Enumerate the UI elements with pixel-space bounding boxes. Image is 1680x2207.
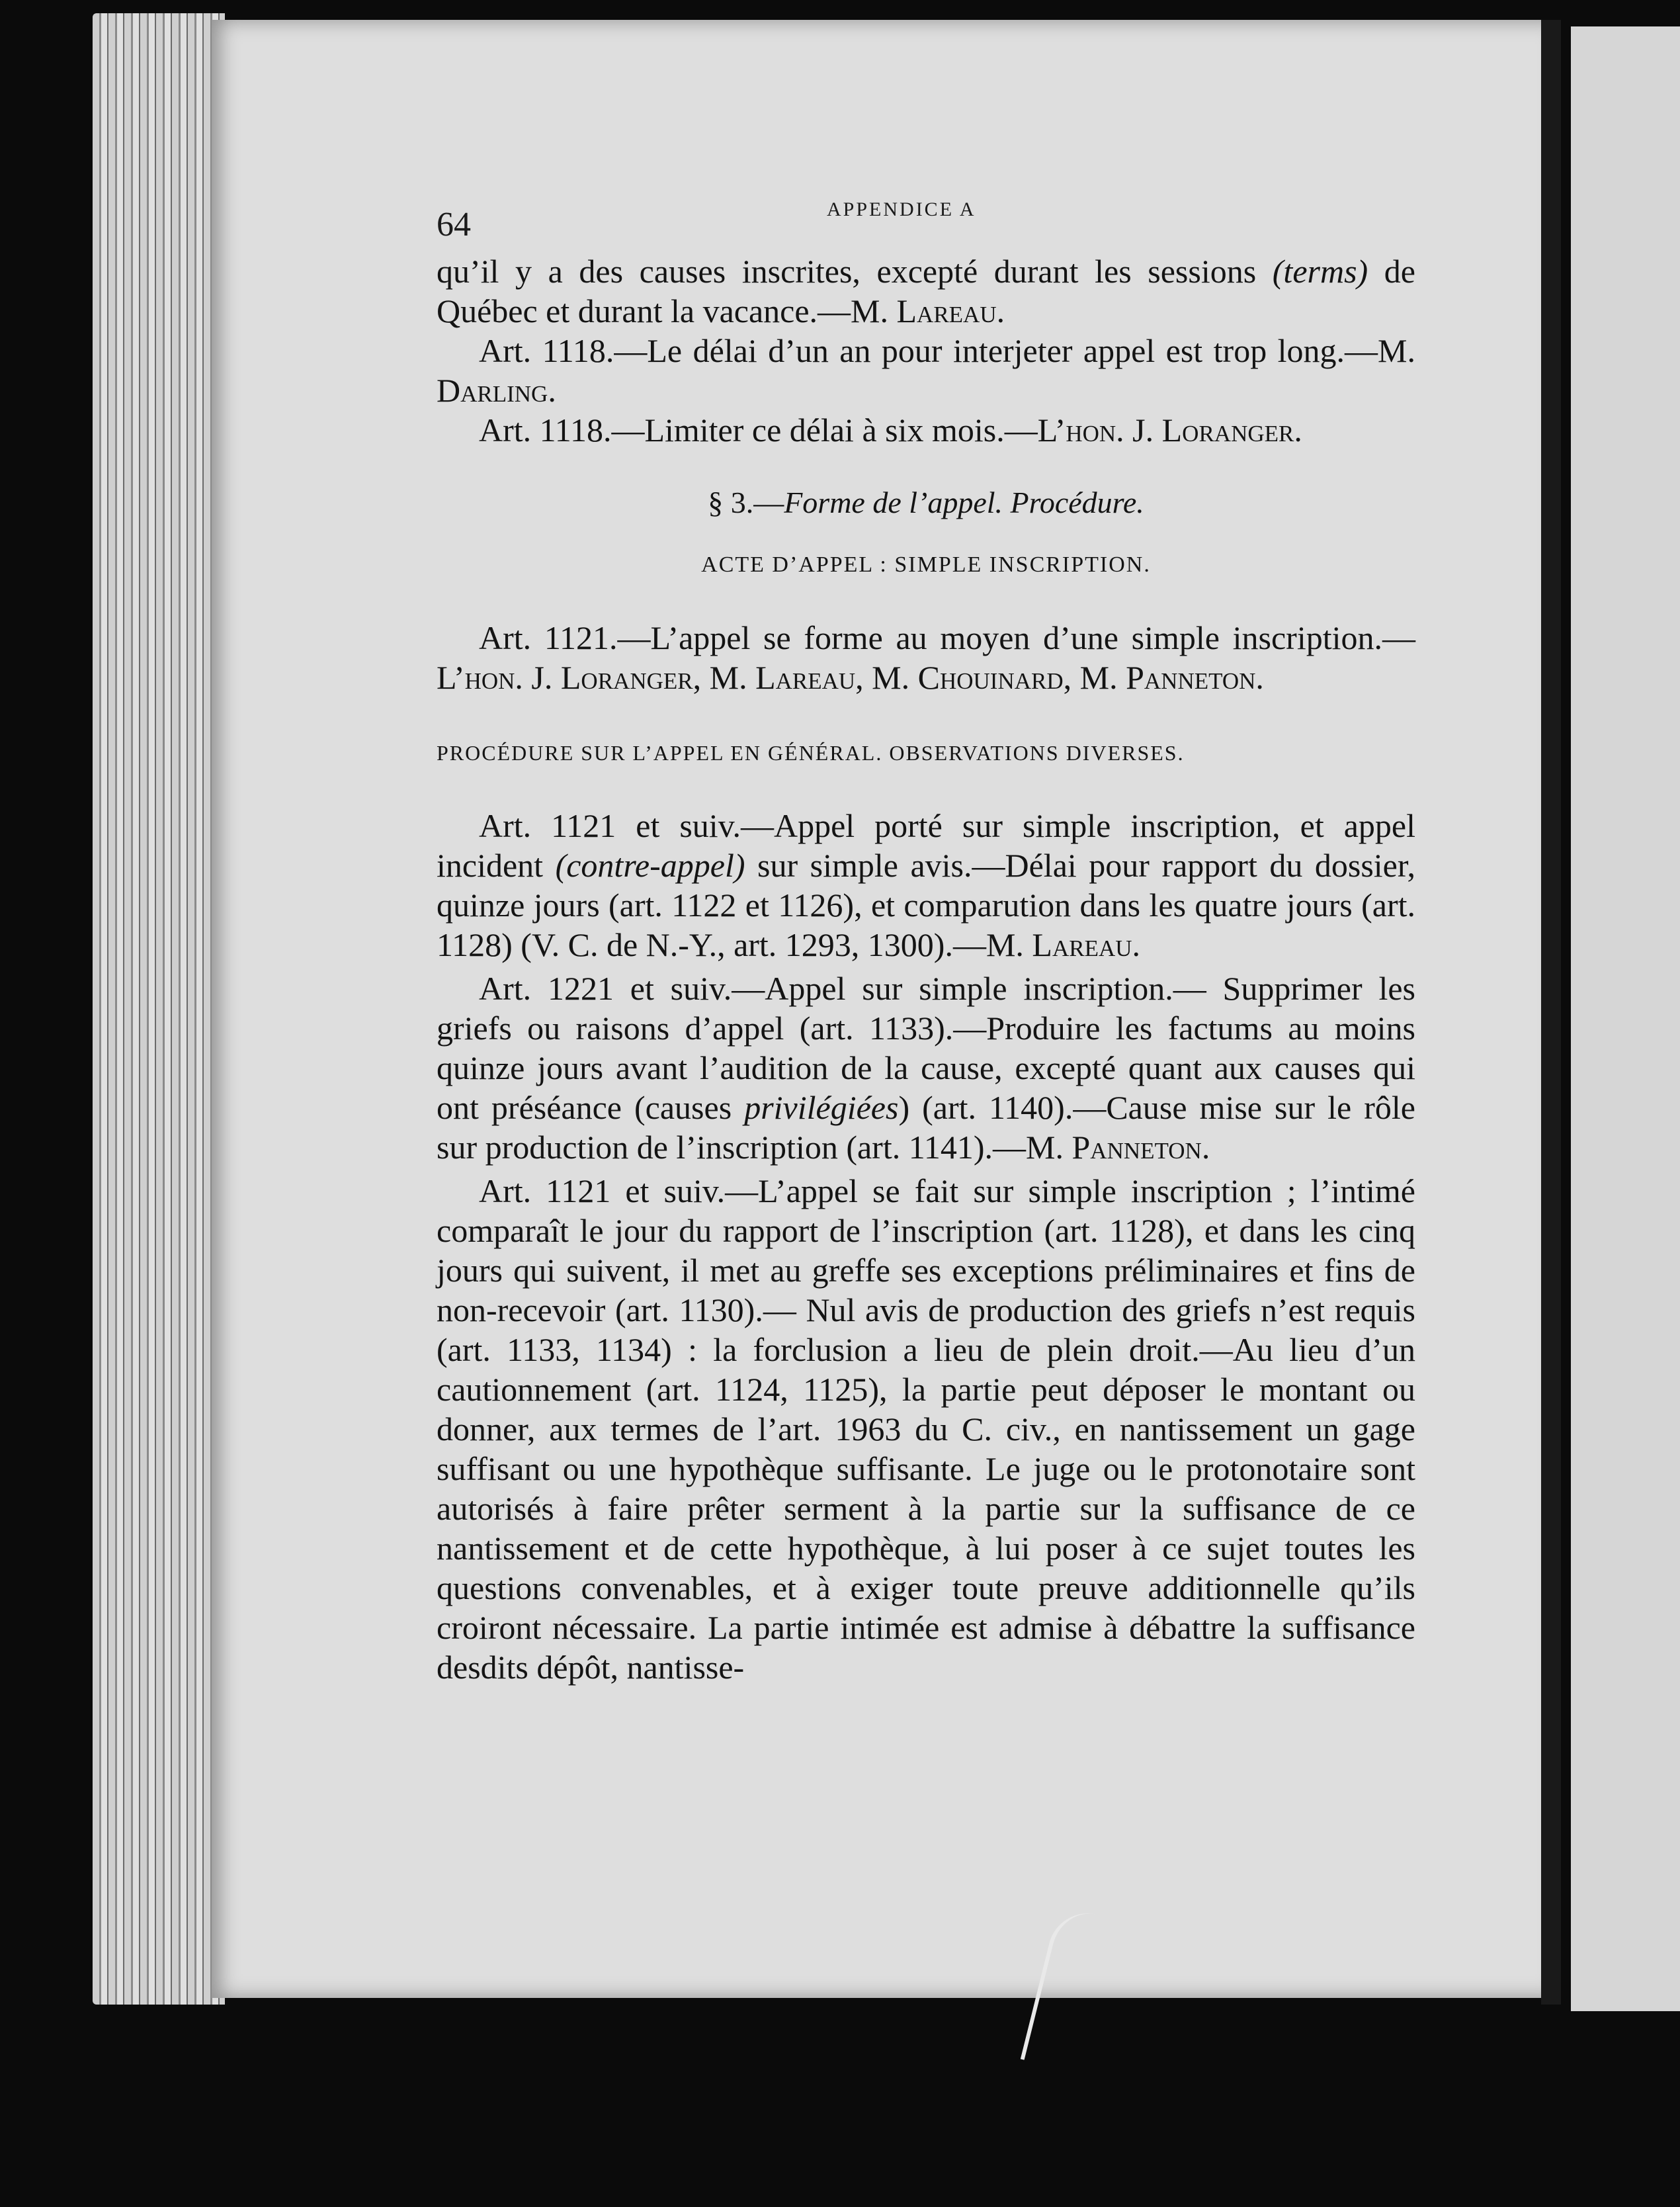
text: .: [1132, 926, 1141, 963]
text: .: [1255, 659, 1264, 696]
subheading: ACTE D’APPEL : SIMPLE INSCRIPTION.: [701, 552, 1151, 577]
author-name: hon. J. Loranger, M. Lareau, M. Chouinard, M. Panneton: [464, 659, 1256, 696]
text: sur simple avis.—Délai pour rapport du dossier, quinze jours (art. 1122 et 1126), et comparution dans les quatre jours (art. 1128) (V. C. de N.-Y., art. 1293, 1300).—M.: [437, 847, 1416, 963]
author-name: hon. J. Loranger: [1066, 411, 1294, 449]
author-name: Lareau: [1032, 926, 1132, 963]
text: qu’il y a des causes inscrites, excepté durant les sessions: [437, 253, 1273, 290]
text: .: [1294, 411, 1302, 449]
paragraph: [437, 251, 1415, 331]
italic-text: privilégiées: [744, 1089, 899, 1126]
italic-text: (contre-appel): [555, 847, 745, 884]
author-name: Lareau: [896, 292, 997, 329]
section-title: Forme de l’appel. Procédure.: [784, 486, 1144, 519]
paragraph: [437, 618, 1415, 697]
facing-page-edge: [1571, 26, 1680, 2011]
subheading: PROCÉDURE SUR L’APPEL EN GÉNÉRAL. OBSERVATIONS DIVERSES.: [437, 741, 1185, 765]
running-head: APPENDICE A: [827, 198, 976, 220]
paragraph: [437, 969, 1415, 1167]
text: .: [996, 292, 1005, 329]
paragraph: [437, 331, 1415, 410]
book-gutter: [1541, 20, 1561, 2005]
italic-text: (terms): [1272, 253, 1368, 290]
text: .: [1201, 1129, 1210, 1166]
text: Art. 1118.—Le délai d’un an pour interjeter appel est trop long.—M.: [479, 332, 1415, 369]
page-edges: [93, 13, 225, 2005]
page-body: [437, 251, 1415, 1687]
author-name: Panneton: [1071, 1129, 1202, 1166]
author-name: Darling: [437, 372, 548, 409]
text: Art. 1121 et suiv.—L’appel se fait sur simple inscription ; l’intimé comparaît le jour du rapport de l’inscription (art. 1128), et dans les cinq jours qui suivent, il met au greffe ses exceptions préliminaires et fins de non-recevoir (art. 1130).— Nul avis de production des griefs n’est requis (art. 1133, 1134) : la forclusion a lieu de plein droit.—Au lieu d’un cautionnement (art. 1124, 1125), la partie peut déposer le montant ou donner, aux termes de l’art. 1963 du C. civ., en nantissement un gage suffisant ou une hypothèque suffisante. Le juge ou le protonotaire sont autorisés à faire prêter serment à la partie sur la suffisance de ce nantissement et de cette hypothèque, à lui poser à ce sujet toutes les questions convenables, et à exiger toute preuve additionnelle qu’ils croiront nécessaire. La partie intimée est admise à débattre la suffisance desdits dépôt, nantisse-: [437, 1172, 1415, 1686]
section-heading: [437, 483, 1415, 523]
text: ) (art. 1140).—Cause mise sur le rôle sur production de l’inscription (art. 1141).—M.: [437, 1089, 1415, 1166]
page-number: 64: [437, 206, 471, 243]
text: .: [548, 372, 556, 409]
section-number: § 3.—: [708, 486, 784, 519]
text: Art. 1221 et suiv.—Appel sur simple inscription.— Supprimer les griefs ou raisons d’appel (art. 1133).—Produire les factums au moins quinze jours avant l’audition de la cause, excepté quant aux causes qui ont préséance (causes: [437, 970, 1415, 1126]
paragraph: [437, 1171, 1415, 1687]
text: de Québec et durant la vacance.—M.: [437, 253, 1415, 329]
paragraph: [437, 410, 1415, 450]
paragraph: [437, 806, 1415, 965]
text: Art. 1121.—L’appel se forme au moyen d’une simple inscription.— L’: [437, 619, 1415, 696]
text: Art. 1118.—Limiter ce délai à six mois.—L’: [479, 411, 1066, 449]
page-header: [437, 198, 1415, 243]
text: Art. 1121 et suiv.—Appel porté sur simple inscription, et appel incident: [437, 807, 1415, 884]
